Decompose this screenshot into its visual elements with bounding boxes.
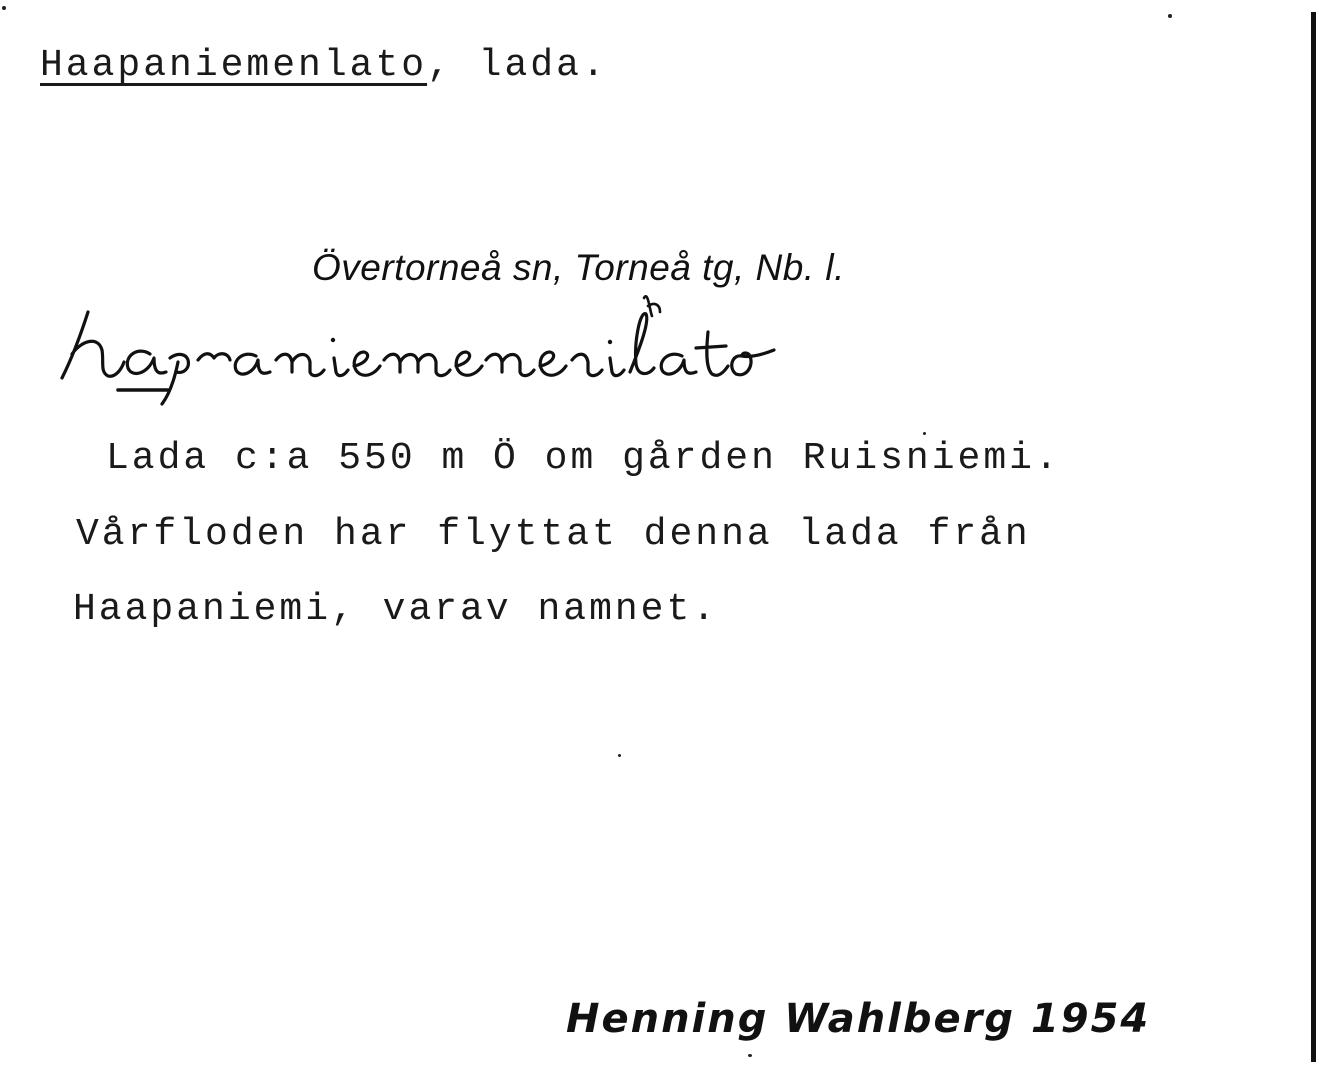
scan-speck (923, 432, 926, 435)
headword-suffix: , lada. (427, 44, 608, 87)
headword: Haapaniemenlato (40, 44, 428, 87)
place-reference: Övertorneå sn, Torneå tg, Nb. l. (312, 247, 845, 288)
handwritten-name (58, 292, 838, 412)
scan-speck (748, 1054, 752, 1057)
signature-stamp: Henning Wahlberg 1954 (566, 996, 1151, 1042)
card-edge-rule (1311, 12, 1316, 1062)
scan-speck (2, 6, 6, 10)
body-text-line: Vårfloden har flyttat denna lada från (76, 513, 1031, 556)
body-text-line: Lada c:a 550 m Ö om gården Ruisniemi. (106, 437, 1061, 480)
scan-speck (1168, 14, 1172, 18)
body-text-line: Haapaniemi, varav namnet. (73, 588, 719, 631)
headword-line (40, 44, 608, 87)
scan-speck (618, 754, 621, 757)
